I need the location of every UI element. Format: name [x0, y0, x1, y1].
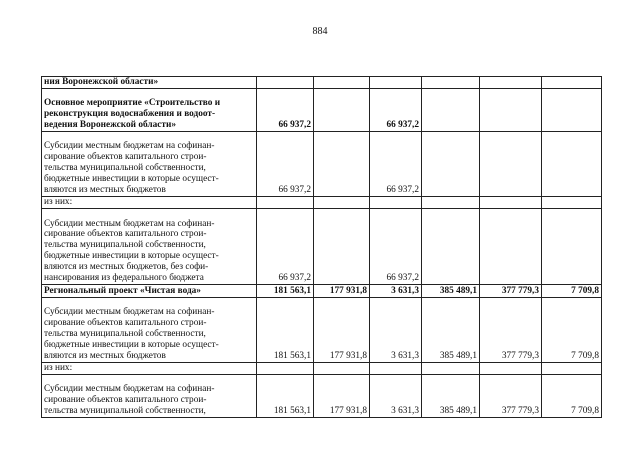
value-cell: 7 709,8: [542, 298, 602, 363]
table-body: [42, 77, 602, 418]
value-cell: [480, 363, 542, 375]
value-cell: [422, 77, 480, 89]
row-label: Региональный проект «Чистая вода»: [42, 285, 257, 298]
value-cell: 385 489,1: [422, 298, 480, 363]
page-number: 884: [312, 26, 328, 37]
table-row: [42, 363, 602, 375]
table-row: [42, 132, 602, 197]
row-label: Субсидии местным бюджетам на софинан- сирование объектов капитального строи- тельства муниципальной собственности, бюджетные инвестиции в которые осущест- вляются из местных бюджетов: [42, 132, 257, 197]
value-cell: [480, 197, 542, 209]
value-cell: 377 779,3: [480, 298, 542, 363]
value-cell: [422, 363, 480, 375]
row-label: ния Воронежской области»: [42, 77, 257, 89]
value-cell: 377 779,3: [480, 375, 542, 418]
table-row: [42, 197, 602, 209]
row-label: Субсидии местным бюджетам на софинан- сирование объектов капитального строи- тельства муниципальной собственности, бюджетные инвестиции в которые осущест- вляются из местных бюджетов, без софи- нансирования из федерального бюджета: [42, 209, 257, 285]
value-cell: 177 931,8: [314, 298, 370, 363]
value-cell: 385 489,1: [422, 375, 480, 418]
value-cell: 377 779,3: [480, 285, 542, 298]
budget-table: [41, 76, 602, 418]
table-row: [42, 375, 602, 418]
value-cell: [422, 132, 480, 197]
value-cell: [314, 209, 370, 285]
row-label: Субсидии местным бюджетам на софинан- сирование объектов капитального строи- тельства муниципальной собственности,: [42, 375, 257, 418]
value-cell: 66 937,2: [257, 89, 314, 132]
value-cell: [314, 89, 370, 132]
value-cell: [422, 89, 480, 132]
value-cell: 7 709,8: [542, 285, 602, 298]
value-cell: 7 709,8: [542, 375, 602, 418]
value-cell: 181 563,1: [257, 298, 314, 363]
value-cell: 181 563,1: [257, 285, 314, 298]
value-cell: 66 937,2: [370, 132, 422, 197]
value-cell: 66 937,2: [370, 209, 422, 285]
value-cell: [542, 132, 602, 197]
table-row: [42, 89, 602, 132]
value-cell: [314, 363, 370, 375]
value-cell: [370, 197, 422, 209]
value-cell: [542, 363, 602, 375]
value-cell: [542, 77, 602, 89]
value-cell: [257, 363, 314, 375]
value-cell: [422, 209, 480, 285]
value-cell: [314, 132, 370, 197]
value-cell: 66 937,2: [257, 209, 314, 285]
value-cell: 177 931,8: [314, 375, 370, 418]
value-cell: [542, 209, 602, 285]
table-row: [42, 285, 602, 298]
value-cell: [480, 89, 542, 132]
value-cell: 177 931,8: [314, 285, 370, 298]
value-cell: [480, 209, 542, 285]
value-cell: [257, 77, 314, 89]
value-cell: 66 937,2: [370, 89, 422, 132]
value-cell: 3 631,3: [370, 375, 422, 418]
value-cell: [542, 89, 602, 132]
value-cell: 3 631,3: [370, 285, 422, 298]
value-cell: 3 631,3: [370, 298, 422, 363]
value-cell: [370, 363, 422, 375]
row-label: из них:: [42, 363, 257, 375]
value-cell: 181 563,1: [257, 375, 314, 418]
value-cell: 66 937,2: [257, 132, 314, 197]
value-cell: [542, 197, 602, 209]
value-cell: [314, 197, 370, 209]
row-label: Субсидии местным бюджетам на софинан- сирование объектов капитального строи- тельства муниципальной собственности, бюджетные инвестиции в которые осущест- вляются из местных бюджетов: [42, 298, 257, 363]
value-cell: [314, 77, 370, 89]
value-cell: [257, 197, 314, 209]
row-label: Основное мероприятие «Строительство и реконструкция водоснабжения и водоот- ведения Воронежской области»: [42, 89, 257, 132]
value-cell: [422, 197, 480, 209]
value-cell: [480, 132, 542, 197]
value-cell: [370, 77, 422, 89]
table-row: [42, 77, 602, 89]
table-row: [42, 298, 602, 363]
row-label: из них:: [42, 197, 257, 209]
value-cell: [480, 77, 542, 89]
value-cell: 385 489,1: [422, 285, 480, 298]
table-row: [42, 209, 602, 285]
